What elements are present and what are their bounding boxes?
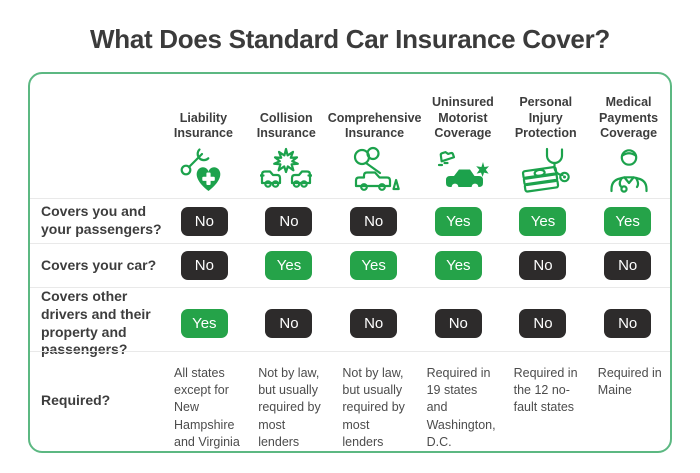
table-row-passengers — [30, 198, 670, 243]
answer-badge: Yes — [435, 207, 482, 236]
table-row-other-drivers — [30, 287, 670, 358]
column-label: Medical Payments Coverage — [599, 95, 659, 141]
answer-badge: No — [181, 251, 228, 280]
required-answer: Not by law, but usually required by most lenders — [342, 365, 405, 449]
required-answer: Required in 19 states and Washington, D.C. — [426, 365, 496, 449]
column-label: Uninsured Motorist Coverage — [431, 95, 494, 141]
answer-badge: Yes — [519, 207, 566, 236]
coverage-table — [28, 72, 672, 453]
required-answer: Required in Maine — [597, 365, 662, 397]
column-label: Personal Injury Protection — [514, 95, 577, 141]
answer-badge: No — [519, 251, 566, 280]
column-header-uninsured-motorist — [421, 74, 504, 198]
required-answer: Not by law, but usually required by most lenders — [258, 365, 321, 449]
answer-badge: No — [265, 207, 312, 236]
table-row-required — [30, 351, 670, 451]
table-row-your-car — [30, 243, 670, 286]
car-crash-icon — [260, 146, 312, 194]
column-header-liability — [162, 74, 245, 198]
page-title: What Does Standard Car Insurance Cover? — [90, 24, 610, 54]
answer-badge: No — [350, 309, 397, 338]
money-stethoscope-icon — [520, 146, 572, 194]
answer-badge: No — [604, 309, 651, 338]
column-header-comprehensive — [328, 74, 422, 198]
column-header-medical-payments — [587, 74, 670, 198]
required-answer: All states except for New Hampshire and Virginia — [174, 365, 240, 449]
tree-falling-on-car-icon — [349, 146, 401, 194]
doctor-icon — [603, 146, 655, 194]
answer-badge: Yes — [435, 251, 482, 280]
row-question: Covers other drivers and their property and passengers? — [41, 287, 151, 358]
answer-badge: No — [350, 207, 397, 236]
column-label: Liability Insurance — [173, 110, 233, 141]
column-label: Collision Insurance — [256, 110, 316, 141]
answer-badge: Yes — [350, 251, 397, 280]
answer-badge: No — [604, 251, 651, 280]
row-question: Covers you and your passengers? — [41, 203, 162, 238]
required-answer: Required in the 12 no-fault states — [513, 365, 578, 415]
column-header-collision — [245, 74, 328, 198]
wrench-heart-icon — [177, 146, 229, 194]
answer-badge: Yes — [265, 251, 312, 280]
table-header-row — [30, 74, 670, 198]
answer-badge: Yes — [181, 309, 228, 338]
answer-badge: No — [435, 309, 482, 338]
column-header-personal-injury — [504, 74, 587, 198]
row-question: Covers your car? — [41, 256, 157, 273]
answer-badge: No — [519, 309, 566, 338]
answer-badge: No — [265, 309, 312, 338]
answer-badge: No — [181, 207, 228, 236]
header-spacer — [30, 74, 162, 198]
answer-badge: Yes — [604, 207, 651, 236]
column-label: Comprehensive Insurance — [327, 110, 422, 141]
row-question: Required? — [41, 392, 111, 409]
hit-and-run-icon — [437, 146, 489, 194]
